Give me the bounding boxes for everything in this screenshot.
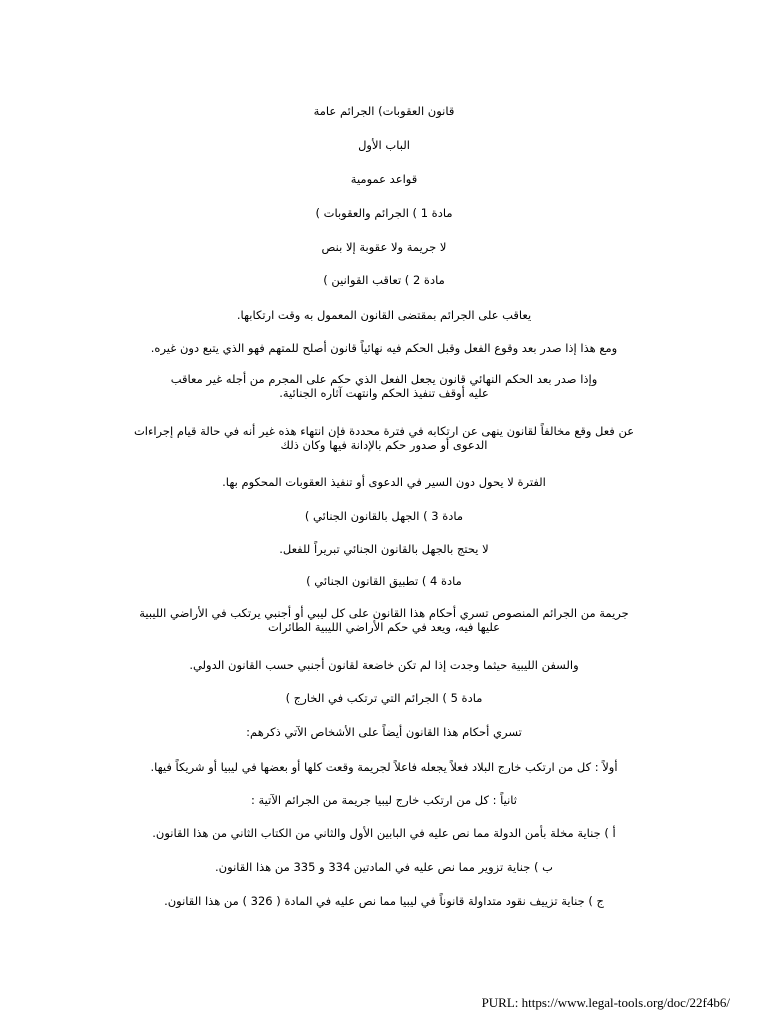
article-4-heading: مادة 4 ) تطبيق القانون الجنائي ): [306, 574, 462, 588]
article-5-intro: تسري أحكام هذا القانون أيضاً على الأشخاص الآتي ذكرهم:: [246, 725, 522, 739]
article-5-item-b: ب ) جناية تزوير مما نص عليه في المادتين 334 و 335 من هذا القانون.: [215, 860, 553, 874]
article-2-paragraph-3: وإذا صدر بعد الحكم النهائي قانون يجعل الفعل الذي حكم على المجرم من أجله غير معاقب عليه أوقف تنفيذ الحكم وانتهت آثاره الجنائية.: [170, 372, 598, 400]
article-3-text: لا يحتج بالجهل بالقانون الجنائي تبريراً للفعل.: [279, 542, 489, 556]
article-5-first: أولاً : كل من ارتكب خارج البلاد فعلاً يجعله فاعلاً لجريمة وقعت كلها أو بعضها في ليبيا أو شريكاً فيها.: [150, 760, 618, 774]
article-4-paragraph-2: والسفن الليبية حيثما وجدت إذا لم تكن خاضعة لقانون أجنبي حسب القانون الدولي.: [189, 658, 579, 672]
section-heading: قواعد عمومية: [350, 172, 418, 186]
article-1-heading: مادة 1 ) الجرائم والعقوبات ): [315, 206, 453, 220]
article-2-paragraph-4: عن فعل وقع مخالفاً لقانون ينهى عن ارتكابه في فترة محددة فإن انتهاء هذه غير أنه في حالة قيام إجراءات الدعوى أو صدور حكم بالإدانة فيها وكان ذلك: [133, 424, 635, 452]
article-2-paragraph-1: يعاقب على الجرائم بمقتضى القانون المعمول به وقت ارتكابها.: [236, 308, 532, 322]
article-2-paragraph-2: ومع هذا إذا صدر بعد وقوع الفعل وقبل الحكم فيه نهائياً قانون أصلح للمتهم فهو الذي يتبع دون غيره.: [150, 341, 618, 355]
article-2-paragraph-5: الفترة لا يحول دون السير في الدعوى أو تنفيذ العقوبات المحكوم بها.: [222, 475, 546, 489]
law-title: قانون العقوبات) الجرائم عامة: [313, 104, 455, 118]
article-5-heading: مادة 5 ) الجرائم التي ترتكب في الخارج ): [285, 691, 483, 705]
article-1-text: لا جريمة ولا عقوبة إلا بنص: [321, 240, 447, 254]
article-4-paragraph-1: جريمة من الجرائم المنصوص تسري أحكام هذا القانون على كل ليبي أو أجنبي يرتكب في الأراضي الليبية عليها فيه، ويعد في حكم الأراضي الليبية الطائرات: [139, 606, 629, 634]
article-3-heading: مادة 3 ) الجهل بالقانون الجنائي ): [304, 509, 464, 523]
article-5-item-a: أ ) جناية مخلة بأمن الدولة مما نص عليه في البابين الأول والثاني من الكتاب الثاني من هذا القانون.: [152, 826, 616, 840]
article-5-second: ثانياً : كل من ارتكب خارج ليبيا جريمة من الجرائم الآتية :: [250, 793, 518, 807]
chapter-heading: الباب الأول: [358, 138, 410, 152]
article-2-heading: مادة 2 ) تعاقب القوانين ): [323, 273, 445, 287]
purl-footer: PURL: https://www.legal-tools.org/doc/22f4b6/: [481, 995, 730, 1010]
article-5-item-c: ج ) جناية تزييف نقود متداولة قانوناً في ليبيا مما نص عليه في المادة ( 326 ) من هذا القانون.: [164, 894, 604, 908]
